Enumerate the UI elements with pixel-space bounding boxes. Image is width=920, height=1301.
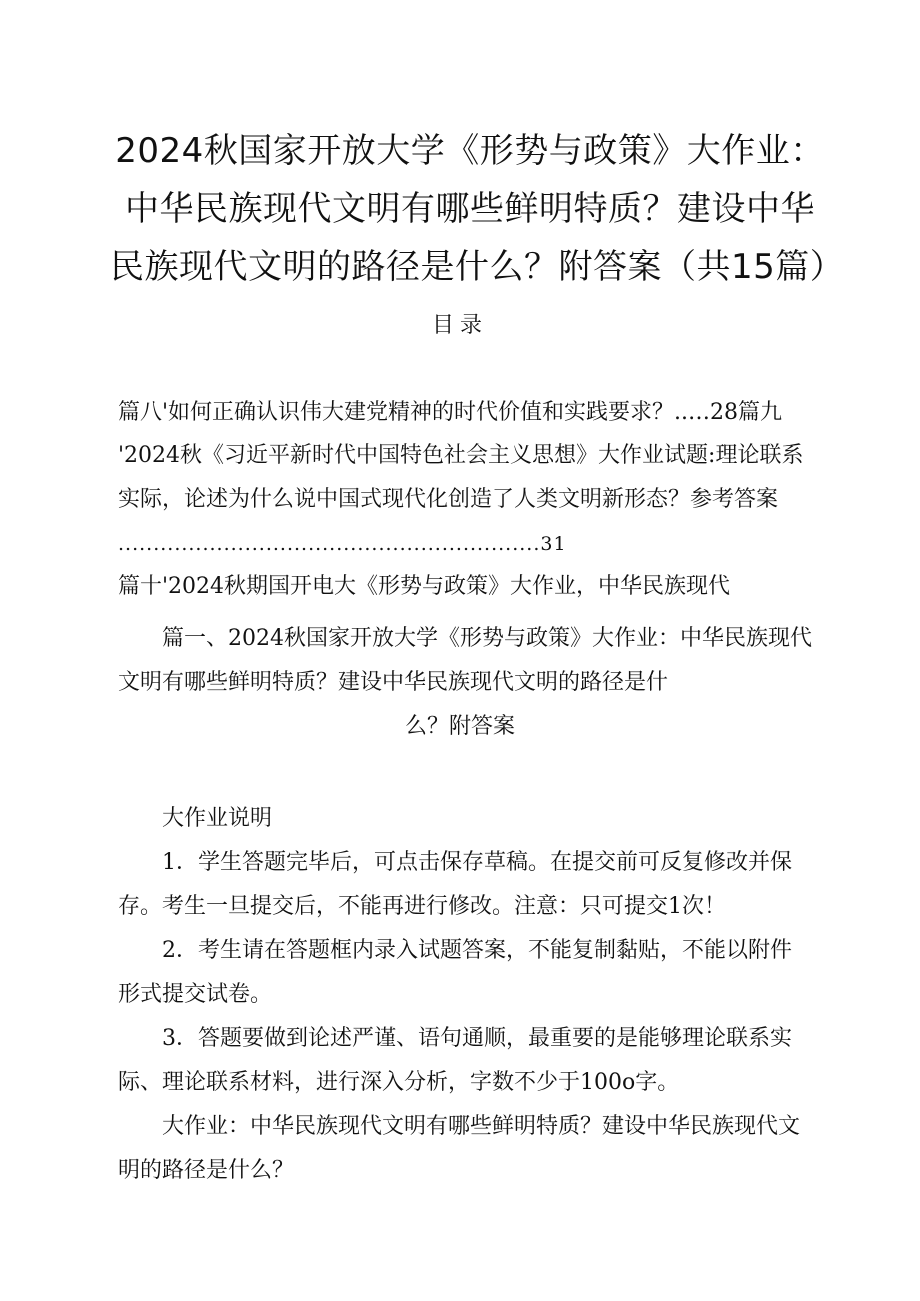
section-title-line: 么？附答案 bbox=[404, 714, 515, 739]
body-paragraph-line: 1．学生答题完毕后，可点击保存草稿。在提交前可反复修改并保 bbox=[162, 850, 792, 875]
title-line: 中华民族现代文明有哪些鲜明特质？建设中华 bbox=[125, 189, 815, 229]
body-paragraph-line: 际、理论联系材料，进行深入分析，字数不少于100o字。 bbox=[118, 1070, 680, 1095]
body-paragraph-line: 明的路径是什么？ bbox=[118, 1158, 295, 1183]
toc-entry[interactable]: '2024秋《习近平新时代中国特色社会主义思想》大作业试题:理论联系 bbox=[118, 443, 804, 468]
section-title-line: 篇一、2024秋国家开放大学《形势与政策》大作业：中华民族现代 bbox=[162, 626, 812, 651]
toc-entry[interactable]: 篇八'如何正确认识伟大建党精神的时代价值和实践要求？..…28篇九 bbox=[118, 400, 783, 425]
toc-heading: 目录 bbox=[431, 313, 488, 338]
document-title bbox=[110, 122, 845, 296]
toc-entry[interactable]: 实际，论述为什么说中国式现代化创造了人类文明新形态？参考答案 bbox=[118, 487, 779, 512]
title-line: 2024秋国家开放大学《形势与政策》大作业： bbox=[115, 131, 825, 171]
body-paragraph-line: 2．考生请在答题框内录入试题答案，不能复制黏贴，不能以附件 bbox=[162, 938, 792, 963]
title-line: 民族现代文明的路径是什么？附答案（共15篇） bbox=[110, 247, 845, 287]
body-paragraph-line: 3．答题要做到论述严谨、语句通顺，最重要的是能够理论联系实 bbox=[162, 1026, 792, 1051]
body-paragraph-line: 形式提交试卷。 bbox=[118, 982, 273, 1007]
toc-entry[interactable]: 篇十'2024秋期国开电大《形势与政策》大作业，中华民族现代 bbox=[118, 574, 731, 599]
body-paragraph-line: 存。考生一旦提交后，不能再进行修改。注意：只可提交1次！ bbox=[118, 894, 726, 919]
toc-page-leader: ............................................................31 bbox=[118, 533, 567, 555]
body-paragraph-line: 大作业：中华民族现代文明有哪些鲜明特质？建设中华民族现代文 bbox=[162, 1114, 801, 1139]
section-title-line: 文明有哪些鲜明特质？建设中华民族现代文明的路径是什 bbox=[118, 670, 669, 695]
body-heading: 大作业说明 bbox=[162, 806, 273, 831]
